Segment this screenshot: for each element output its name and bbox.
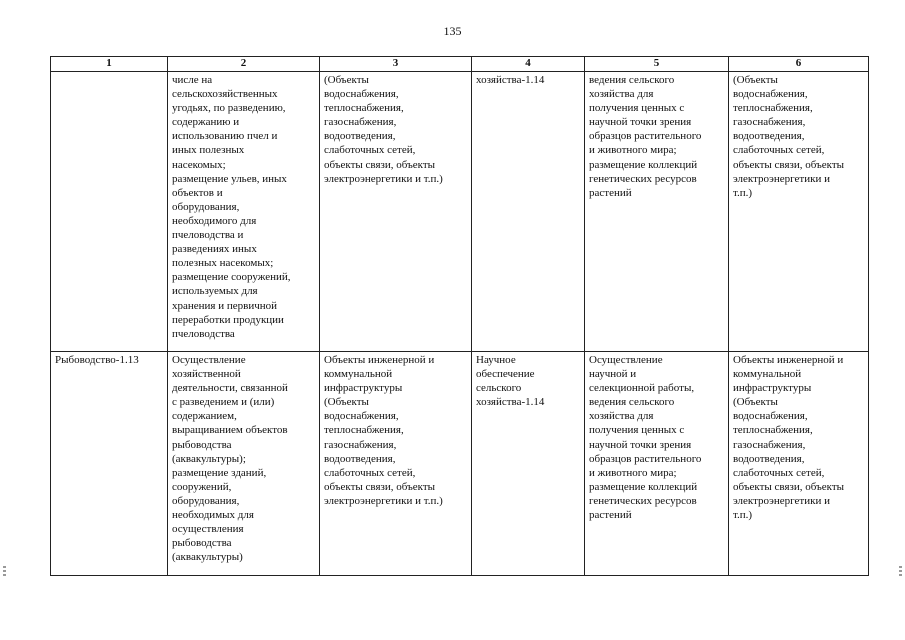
table-cell: Объекты инженерной и коммунальной инфраструктуры (Объекты водоснабжения, теплоснабжения, газоснабжения, водоотведения, слаботочных сетей, объекты связи, объекты электроэнергетики и т.п.) [320,352,472,576]
scan-edge-mark-left [3,566,6,578]
page-number: 135 [443,24,462,38]
column-header: 5 [585,57,729,72]
column-header: 2 [168,57,320,72]
table-cell: Научное обеспечение сельского хозяйства-1.14 [472,352,585,576]
table-cell: ведения сельского хозяйства для получения ценных с научной точки зрения образцов растительного и животного мира; размещение коллекций генетических ресурсов растений [585,72,729,352]
table-cell: Осуществление хозяйственной деятельности, связанной с разведением и (или) содержанием, выращиванием объектов рыбоводства (аквакультуры); размещение зданий, сооружений, оборудования, необходимых для осуществления рыбоводства (аквакультуры) [168,352,320,576]
table-row [51,72,869,352]
column-header: 6 [729,57,869,72]
column-header: 4 [472,57,585,72]
table-cell [51,72,168,352]
column-header: 3 [320,57,472,72]
table-cell: числе на сельскохозяйственных угодьях, по разведению, содержанию и использованию пчел и иных полезных насекомых; размещение ульев, иных объектов и оборудования, необходимого для пчеловодства и разведениях иных полезных насекомых; размещение сооружений, используемых для хранения и первичной переработки продукции пчеловодства [168,72,320,352]
table-cell: (Объекты водоснабжения, теплоснабжения, газоснабжения, водоотведения, слаботочных сетей, объекты связи, объекты электроэнергетики и т.п.) [729,72,869,352]
table-cell: (Объекты водоснабжения, теплоснабжения, газоснабжения, водоотведения, слаботочных сетей, объекты связи, объекты электроэнергетики и т.п.) [320,72,472,352]
table-cell: Рыбоводство-1.13 [51,352,168,576]
land-use-table [50,56,869,576]
table-row [51,352,869,576]
table-cell: Осуществление научной и селекционной работы, ведения сельского хозяйства для получения ценных с научной точки зрения образцов растительного и животного мира; размещение коллекций генетических ресурсов растений [585,352,729,576]
table-cell: Объекты инженерной и коммунальной инфраструктуры (Объекты водоснабжения, теплоснабжения, газоснабжения, водоотведения, слаботочных сетей, объекты связи, объекты электроэнергетики и т.п.) [729,352,869,576]
table-header-row [51,57,869,72]
scan-edge-mark-right [899,566,902,578]
column-header: 1 [51,57,168,72]
table-cell: хозяйства-1.14 [472,72,585,352]
